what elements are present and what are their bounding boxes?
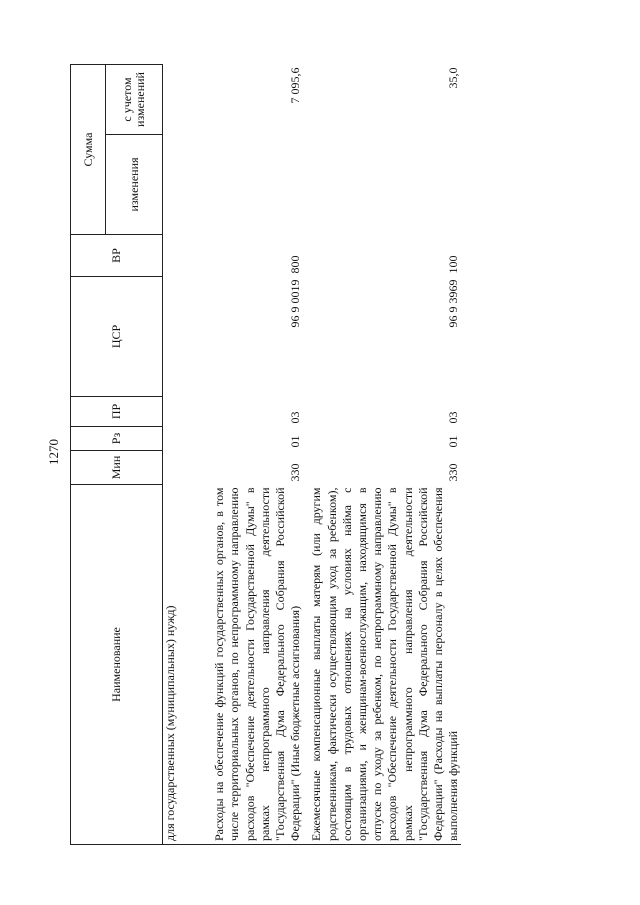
table-row [303,65,461,845]
row-pr: 03 [288,411,303,424]
row-vr: 100 [446,255,461,274]
header-csr: ЦСР [71,277,163,397]
row-vr: 800 [288,255,303,274]
row-csr: 96 9 0019 [288,279,303,328]
row-rz: 01 [288,435,303,448]
row-min: 330 [446,463,461,482]
row-with-changes: 35,0 [446,67,461,89]
continuation-text: для государственных (муниципальных) нужд) [163,485,179,845]
table-row [163,65,179,845]
row-min: 330 [288,463,303,482]
header-with-changes: с учетом изменений [106,65,163,135]
header-rz: Рз [71,427,163,451]
header-name: Наименование [71,485,163,845]
row-changes [178,135,303,235]
header-pr: ПР [71,397,163,427]
row-pr: 03 [446,411,461,424]
header-changes: изменения [106,135,163,235]
header-sum: Сумма [71,65,106,235]
table-row [178,65,303,845]
row-name: Расходы на обеспечение функций государственных органов, в том числе территориальных органов, по непрограммному направлению расходов "Обеспечение деятельности Государственной Думы" в рамках непрограммного направления деятельности "Государственная Дума Федерального Собрания Российской Федерации" (Иные бюджетные ассигнования) [178,485,303,845]
page-number: 1270 [46,439,61,465]
header-min: Мин [71,451,163,485]
row-rz: 01 [446,435,461,448]
row-with-changes: 7 095,6 [288,67,303,104]
row-csr: 96 9 3969 [446,279,461,328]
row-changes [303,135,461,235]
header-vr: ВР [71,235,163,277]
budget-table [70,64,461,845]
row-name: Ежемесячные компенсационные выплаты матерям (или другим родственникам, фактически осуществляющим уход за ребенком), состоящим в трудовых отношениях на условиях найма с организациями, и женщинам-военнослужащим, находящимся в отпуске по уходу за ребенком, по непрограммному направлению расходов "Обеспечение деятельности Государственной Думы" в рамках непрограммного направления деятельности "Государственная Дума Федерального Собрания Российской Федерации" (Расходы на выплаты персоналу в целях обеспечения выполнения функций [303,485,461,845]
